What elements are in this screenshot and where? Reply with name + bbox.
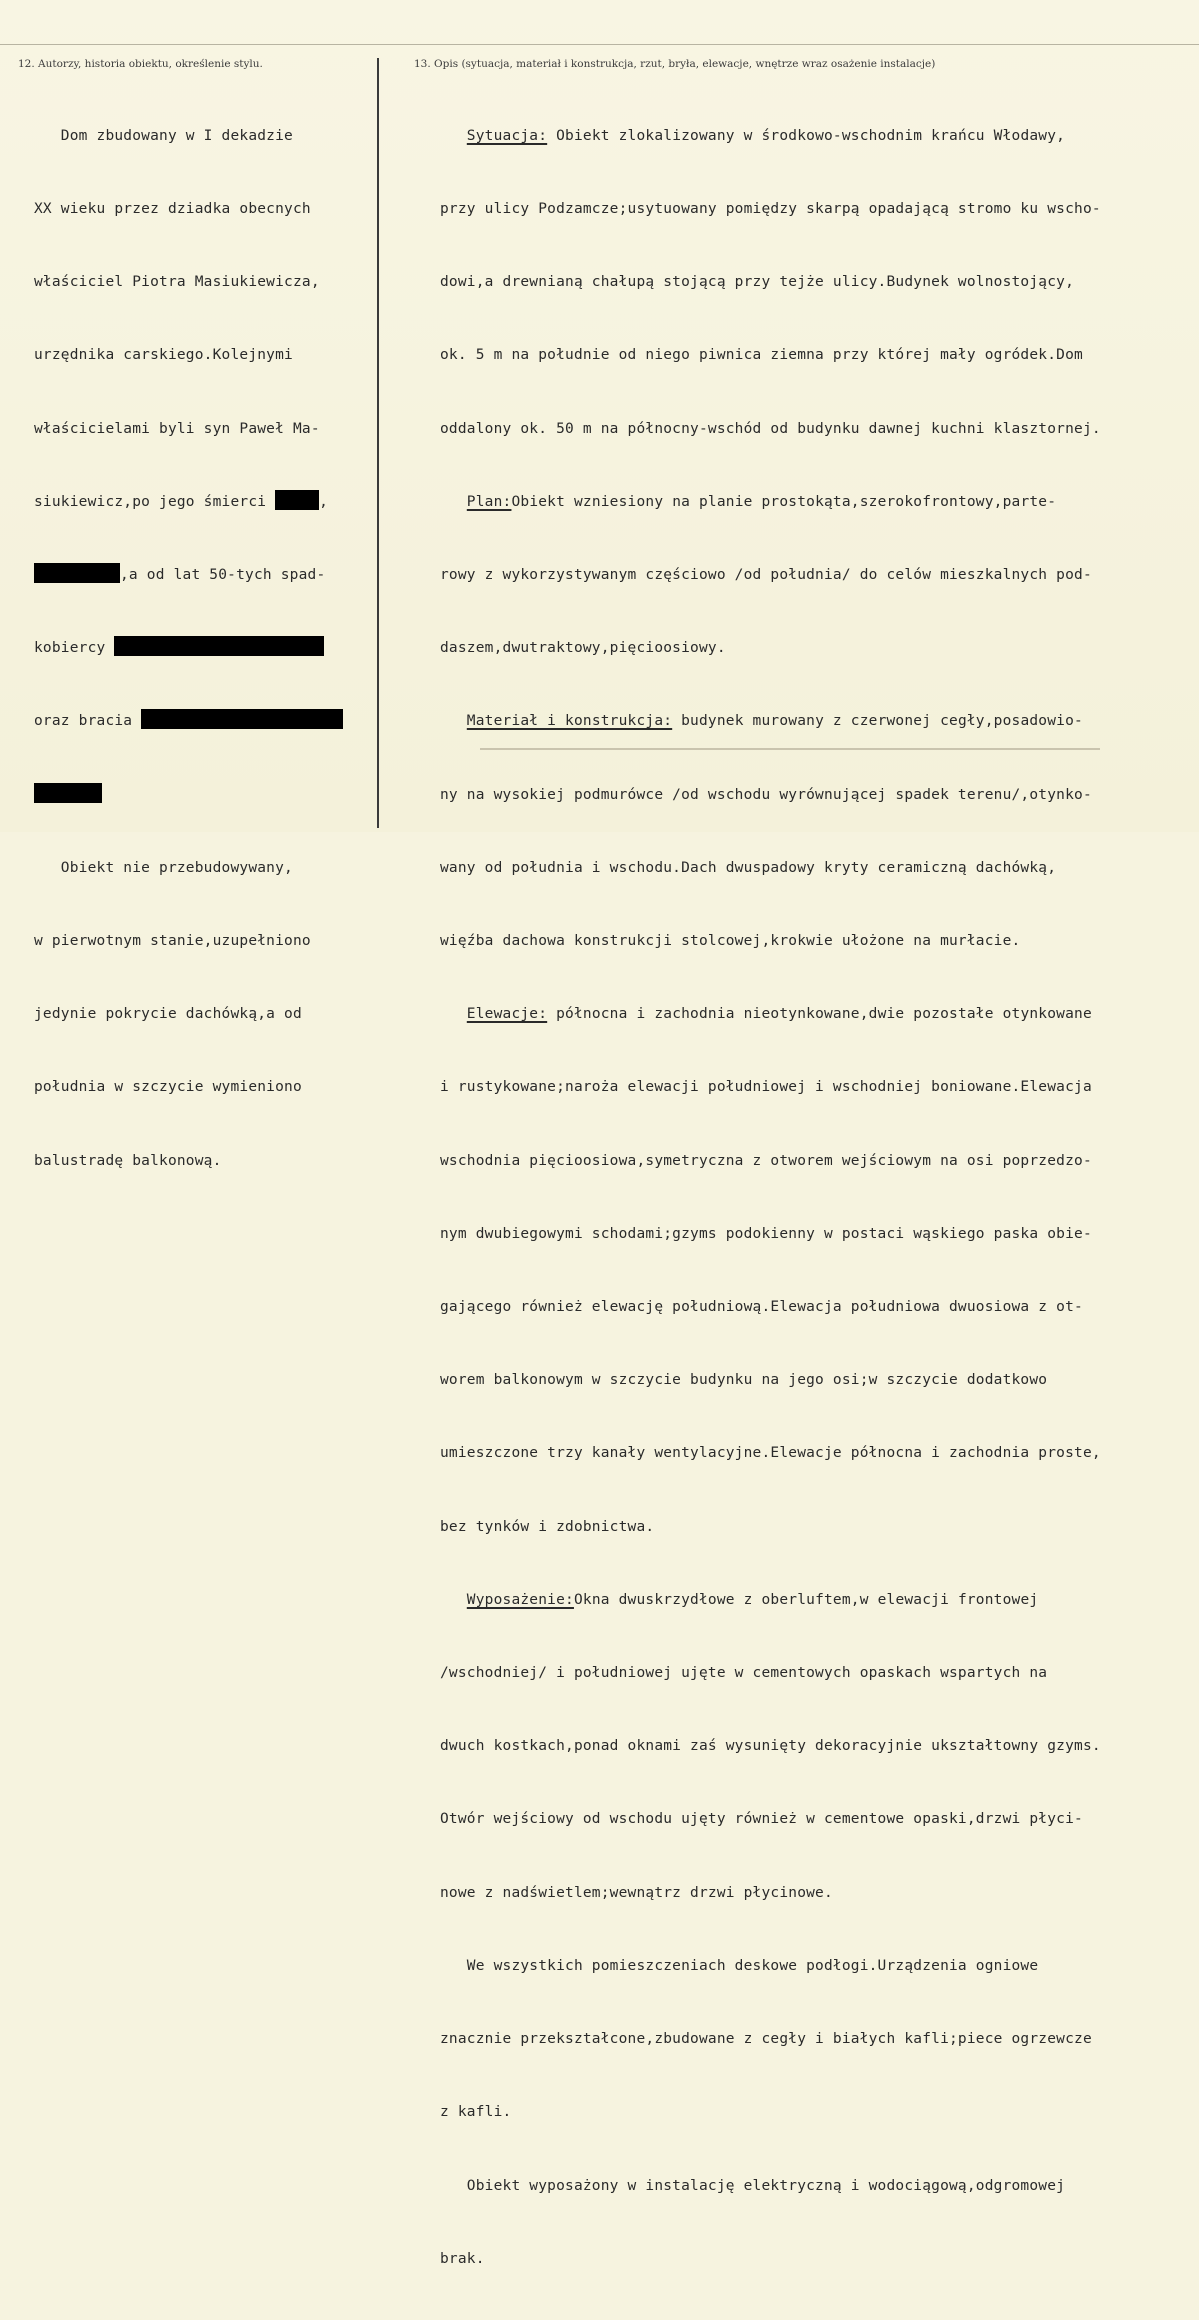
text-fragment: budynek murowany z czerwonej cegły,posadowio- <box>672 713 1083 730</box>
text-line: wschodnia pięcioosiowa,symetryczna z otworem wejściowym na osi poprzedzo- <box>440 1152 1092 1169</box>
text-fragment: ,a od lat 50-tych spad- <box>120 567 326 584</box>
text-line <box>440 124 1101 148</box>
text-line: południa w szczycie wymieniono <box>34 1079 302 1096</box>
text-line: ok. 5 m na południe od niego piwnica ziemna przy której mały ogródek.Dom <box>440 347 1083 364</box>
text-line: znacznie przekształcone,zbudowane z cegły i białych kafli;piece ogrzewcze <box>440 2031 1092 2048</box>
redaction-block <box>141 709 343 729</box>
text-line: przy ulicy Podzamcze;usytuowany pomiędzy skarpą opadającą stromo ku wscho- <box>440 201 1101 218</box>
redaction-block <box>34 783 102 803</box>
text-line: XX wieku przez dziadka obecnych <box>34 201 311 218</box>
text-line <box>440 1588 1101 1612</box>
text-fragment: kobiercy <box>34 640 115 657</box>
text-line: We wszystkich pomieszczeniach deskowe podłogi.Urządzenia ogniowe <box>440 1957 1039 1974</box>
text-line: właściciel Piotra Masiukiewicza, <box>34 274 320 291</box>
sytuacja-heading: Sytuacja: <box>466 127 548 144</box>
redaction-block <box>275 490 319 510</box>
right-column-text <box>440 75 1101 2320</box>
left-column-text <box>34 75 343 1222</box>
text-line: urzędnika carskiego.Kolejnymi <box>34 347 293 364</box>
text-line <box>34 709 343 733</box>
text-line: /wschodniej/ i południowej ujęte w cementowych opaskach wspartych na <box>440 1665 1048 1682</box>
text-line: właścicielami byli syn Paweł Ma- <box>34 420 320 437</box>
text-line <box>440 1002 1101 1026</box>
text-line: gającego również elewację południową.Elewacja południowa dwuosiowa z ot- <box>440 1299 1083 1316</box>
elewacje-heading: Elewacje: <box>466 1006 548 1023</box>
text-line: i rustykowane;naroża elewacji południowej i wschodniej boniowane.Elewacja <box>440 1079 1092 1096</box>
text-line: balustradę balkonową. <box>34 1152 222 1169</box>
wyposazenie-heading: Wyposażenie: <box>466 1591 574 1608</box>
text-line: więźba dachowa konstrukcji stolcowej,krokwie ułożone na murłacie. <box>440 933 1021 950</box>
text-line: worem balkonowym w szczycie budynku na jego osi;w szczycie dodatkowo <box>440 1372 1048 1389</box>
section-13-header: 13. Opis (sytuacja, materiał i konstrukcja, rzut, bryła, elewacje, wnętrze wraz osażenie instalacje) <box>414 58 936 70</box>
text-line: nowe z nadświetlem;wewnątrz drzwi płycinowe. <box>440 1884 833 1901</box>
plan-heading: Plan: <box>466 493 512 510</box>
text-line: daszem,dwutraktowy,pięcioosiowy. <box>440 640 726 657</box>
text-line <box>440 709 1101 733</box>
text-line <box>34 563 343 587</box>
text-line: dowi,a drewnianą chałupą stojącą przy tejże ulicy.Budynek wolnostojący, <box>440 274 1075 291</box>
text-line <box>34 490 343 514</box>
text-line: umieszczone trzy kanały wentylacyjne.Elewacje północna i zachodnia proste, <box>440 1445 1101 1462</box>
text-line: nym dwubiegowymi schodami;gzyms podokienny w postaci wąskiego paska obie- <box>440 1225 1092 1242</box>
text-line: Otwór wejściowy od wschodu ujęty również w cementowe opaski,drzwi płyci- <box>440 1811 1083 1828</box>
section-12-header: 12. Autorzy, historia obiektu, określenie stylu. <box>18 58 263 70</box>
text-line <box>34 783 343 807</box>
text-line: z kafli. <box>440 2104 512 2121</box>
text-line: rowy z wykorzystywanym częściowo /od południa/ do celów mieszkalnych pod- <box>440 567 1092 584</box>
text-line: oddalony ok. 50 m na północny-wschód od budynku dawnej kuchni klasztornej. <box>440 420 1101 437</box>
text-fragment: północna i zachodnia nieotynkowane,dwie pozostałe otynkowane <box>547 1006 1092 1023</box>
text-line: Dom zbudowany w I dekadzie <box>34 127 293 144</box>
text-line: bez tynków i zdobnictwa. <box>440 1518 655 1535</box>
material-heading: Materiał i konstrukcja: <box>466 713 673 730</box>
top-rule <box>0 44 1199 45</box>
redaction-block <box>114 636 324 656</box>
text-fragment: Obiekt wzniesiony na planie prostokąta,szerokofrontowy,parte- <box>511 493 1057 510</box>
text-line: jedynie pokrycie dachówką,a od <box>34 1006 302 1023</box>
text-line: Obiekt nie przebudowywany, <box>34 859 293 876</box>
text-line <box>34 636 343 660</box>
text-fragment: Okna dwuskrzydłowe z oberluftem,w elewacji frontowej <box>573 1591 1039 1608</box>
column-divider <box>377 58 379 828</box>
text-line: dwuch kostkach,ponad oknami zaś wysunięty dekoracyjnie ukształtowny gzyms. <box>440 1738 1101 1755</box>
text-line <box>440 490 1101 514</box>
text-fragment: Obiekt zlokalizowany w środkowo-wschodnim krańcu Włodawy, <box>547 127 1066 144</box>
text-fragment: oraz bracia <box>34 713 142 730</box>
text-line: ny na wysokiej podmurówce /od wschodu wyrównującej spadek terenu/,otynko- <box>440 786 1092 803</box>
text-line: Obiekt wyposażony w instalację elektryczną i wodociągową,odgromowej <box>440 2177 1066 2194</box>
text-line: w pierwotnym stanie,uzupełniono <box>34 933 311 950</box>
text-fragment: , <box>319 493 329 510</box>
text-fragment: siukiewicz,po jego śmierci <box>34 493 276 510</box>
redaction-block <box>34 563 120 583</box>
text-line: brak. <box>440 2250 485 2267</box>
text-line: wany od południa i wschodu.Dach dwuspadowy kryty ceramiczną dachówką, <box>440 859 1057 876</box>
